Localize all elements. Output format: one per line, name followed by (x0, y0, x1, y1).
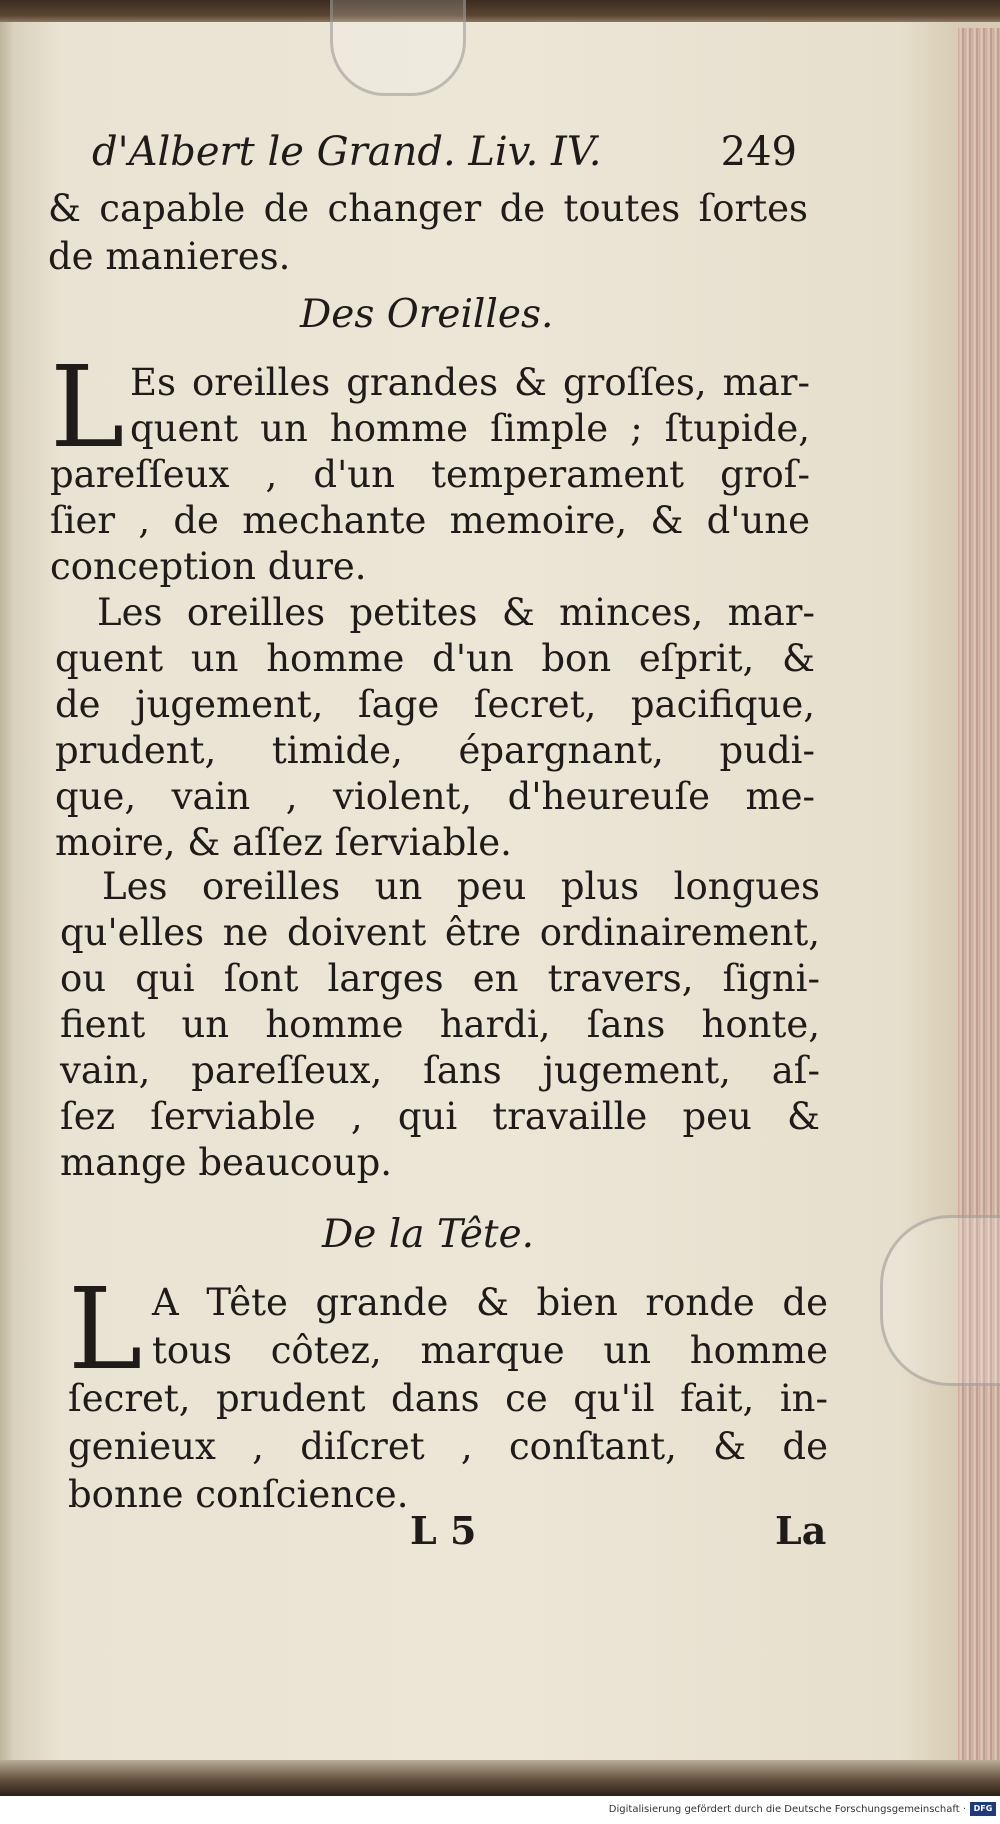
drop-cap: L (68, 1265, 143, 1395)
text-line: que, vain , violent, d'heureuſe me- (55, 775, 815, 818)
text-line: ſier , de mechante memoire, & d'une (50, 499, 810, 542)
signature-mark: L 5 (410, 1508, 477, 1553)
running-head-title: d'Albert le Grand. Liv. IV. (92, 129, 602, 175)
page-clip-top (330, 0, 466, 96)
text-line: mange beaucoup. (60, 1141, 393, 1184)
page-clip-right (880, 1215, 1000, 1386)
text-line: qu'elles ne doivent être ordinairement, (60, 911, 820, 954)
text-line: tous côtez, marque un homme (152, 1329, 828, 1372)
text-line: A Tête grande & bien ronde de (152, 1281, 828, 1324)
text-line: pareſſeux , d'un temperament groſ- (50, 453, 810, 496)
drop-cap: L (50, 343, 125, 473)
text-line: & capable de changer de toutes ſortes (48, 187, 808, 230)
running-head (92, 129, 797, 180)
dfg-logo: DFG (970, 1802, 996, 1816)
text-line: ſez ſerviable , qui travaille peu & (60, 1095, 820, 1138)
text-line: ſecret, prudent dans ce qu'il fait, in- (68, 1377, 828, 1420)
page-number: 249 (720, 129, 797, 175)
text-line: bonne conſcience. (68, 1473, 409, 1516)
text-line: de manieres. (48, 235, 291, 278)
page-fore-edge (958, 28, 1000, 1768)
paragraph (68, 1265, 828, 1520)
text-line: conception dure. (50, 545, 367, 588)
section-heading-tete: De la Tête. (322, 1212, 535, 1257)
text-line: fient un homme hardi, ſans honte, (60, 1003, 820, 1046)
text-line: de jugement, ſage ſecret, pacifique, (55, 683, 815, 726)
text-line: Les oreilles un peu plus longues (102, 865, 820, 908)
digitization-credit: Digitalisierung gefördert durch die Deutsche Forschungsgemeinschaft · (608, 1804, 966, 1815)
text-line: prudent, timide, épargnant, pudi- (55, 729, 815, 772)
catchword: La (775, 1508, 827, 1553)
text-line: moire, & aſſez ſerviable. (55, 821, 512, 864)
text-line: Les oreilles petites & minces, mar- (97, 591, 815, 634)
text-line: vain, pareſſeux, ſans jugement, aſ- (60, 1049, 820, 1092)
text-line: quent un homme ſimple ; ſtupide, (130, 407, 810, 450)
book-bottom-edge (0, 1760, 1000, 1796)
paragraph (55, 590, 815, 870)
digitization-footer (0, 1796, 1000, 1824)
paragraph (60, 864, 820, 1194)
book-top-edge (0, 0, 1000, 22)
section-heading-oreilles: Des Oreilles. (300, 292, 554, 337)
paragraph (50, 343, 810, 590)
text-line: Es oreilles grandes & groſſes, mar- (130, 361, 810, 404)
text-line: ou qui ſont larges en travers, ſigni- (60, 957, 820, 1000)
text-line: quent un homme d'un bon eſprit, & (55, 637, 815, 680)
text-line: genieux , diſcret , conſtant, & de (68, 1425, 828, 1468)
